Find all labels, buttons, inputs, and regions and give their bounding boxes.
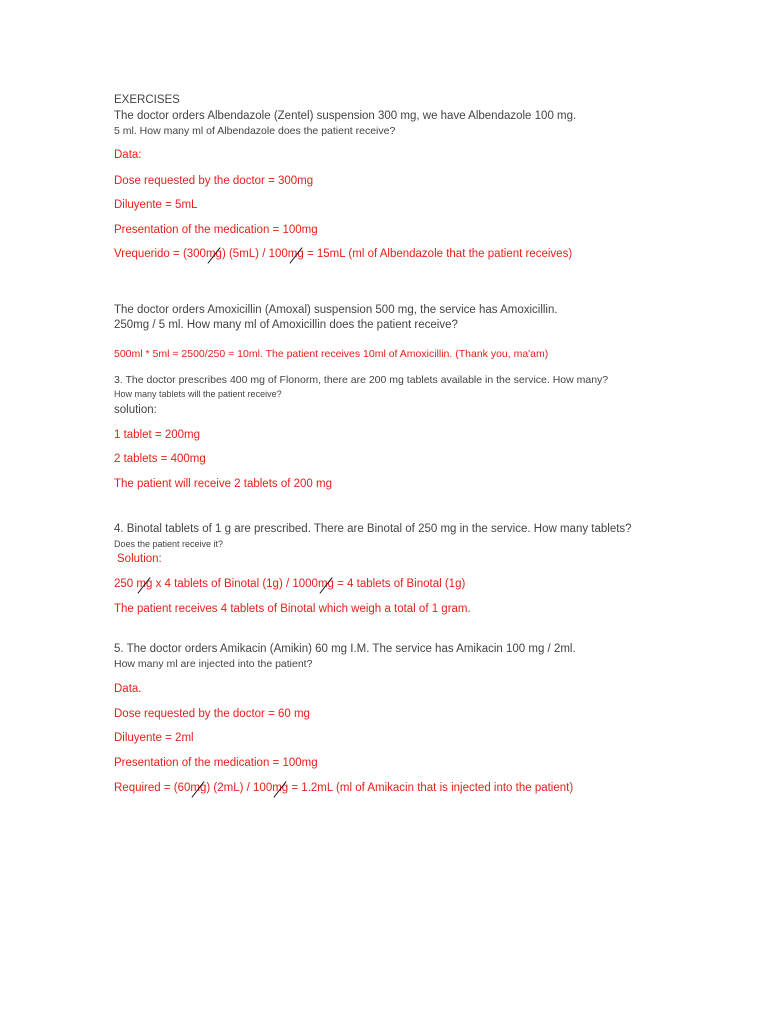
ex5-calc-struck-unit-1: mg — [190, 782, 207, 794]
ex3-answer: The patient will receive 2 tablets of 200 mg — [114, 478, 332, 490]
ex2-question-line1: The doctor orders Amoxicillin (Amoxal) suspension 500 mg, the service has Amoxicillin. — [114, 304, 558, 316]
ex1-question-line2: 5 ml. How many ml of Albendazole does the patient receive? — [114, 125, 396, 137]
ex3-step2: 2 tablets = 400mg — [114, 453, 206, 465]
ex4-calc-part-a: 250 — [114, 578, 137, 590]
ex2-answer: 500ml * 5ml = 2500/250 = 10ml. The patient receives 10ml of Amoxicillin. (Thank you, ma'am) — [114, 348, 549, 360]
ex1-calc-part-c: = 15mL (ml of Albendazole that the patient receives) — [303, 248, 573, 260]
ex4-answer: The patient receives 4 tablets of Binotal which weigh a total of 1 gram. — [114, 603, 471, 615]
exercises-heading: EXERCISES — [114, 94, 180, 106]
ex1-question-line1: The doctor orders Albendazole (Zentel) suspension 300 mg, we have Albendazole 100 mg. — [114, 110, 577, 122]
ex3-question-line2: How many tablets will the patient receive? — [114, 389, 282, 399]
ex4-question-line1: 4. Binotal tablets of 1 g are prescribed. There are Binotal of 250 mg in the service. How many tablets? — [114, 523, 632, 535]
ex1-data-label: Data: — [114, 149, 142, 161]
ex5-calc-part-a: Required = (60 — [114, 782, 191, 794]
ex4-calculation — [114, 578, 465, 591]
ex5-data-label: Data. — [114, 683, 142, 695]
ex1-calc-part-a: Vrequerido = (300 — [114, 248, 206, 260]
ex5-question-line2: How many ml are injected into the patient? — [114, 658, 313, 670]
ex3-question-line1: 3. The doctor prescribes 400 mg of Flonorm, there are 200 mg tablets available in the service. How many? — [114, 374, 609, 386]
ex4-calc-struck-unit-1: mg — [136, 578, 153, 590]
ex4-calc-part-b: x 4 tablets of Binotal (1g) / 1000 — [152, 578, 318, 590]
ex5-presentation: Presentation of the medication = 100mg — [114, 757, 318, 769]
ex4-calc-part-c: = 4 tablets of Binotal (1g) — [333, 578, 466, 590]
ex5-dose: Dose requested by the doctor = 60 mg — [114, 708, 310, 720]
ex1-diluent: Diluyente = 5mL — [114, 199, 198, 211]
ex1-calculation — [114, 248, 572, 261]
ex5-calc-struck-unit-2: mg — [272, 782, 289, 794]
ex2-question-line2: 250mg / 5 ml. How many ml of Amoxicillin does the patient receive? — [114, 319, 458, 331]
ex1-calc-part-b: ) (5mL) / 100 — [221, 248, 288, 260]
ex5-calc-part-b: ) (2mL) / 100 — [206, 782, 273, 794]
ex4-solution-label: Solution: — [117, 553, 162, 565]
ex5-calc-part-c: = 1.2mL (ml of Amikacin that is injected into the patient) — [288, 782, 574, 794]
ex4-calc-struck-unit-2: mg — [317, 578, 334, 590]
ex1-calc-struck-unit-2: mg — [287, 248, 304, 260]
ex3-solution-label: solution: — [114, 404, 157, 416]
ex5-question-line1: 5. The doctor orders Amikacin (Amikin) 60 mg I.M. The service has Amikacin 100 mg / 2ml. — [114, 643, 576, 655]
ex5-calculation — [114, 782, 573, 795]
ex1-presentation: Presentation of the medication = 100mg — [114, 224, 318, 236]
ex1-calc-struck-unit-1: mg — [205, 248, 222, 260]
ex4-question-line2: Does the patient receive it? — [114, 539, 224, 549]
ex1-dose: Dose requested by the doctor = 300mg — [114, 175, 314, 187]
ex5-diluent: Diluyente = 2ml — [114, 732, 194, 744]
ex3-step1: 1 tablet = 200mg — [114, 429, 200, 441]
